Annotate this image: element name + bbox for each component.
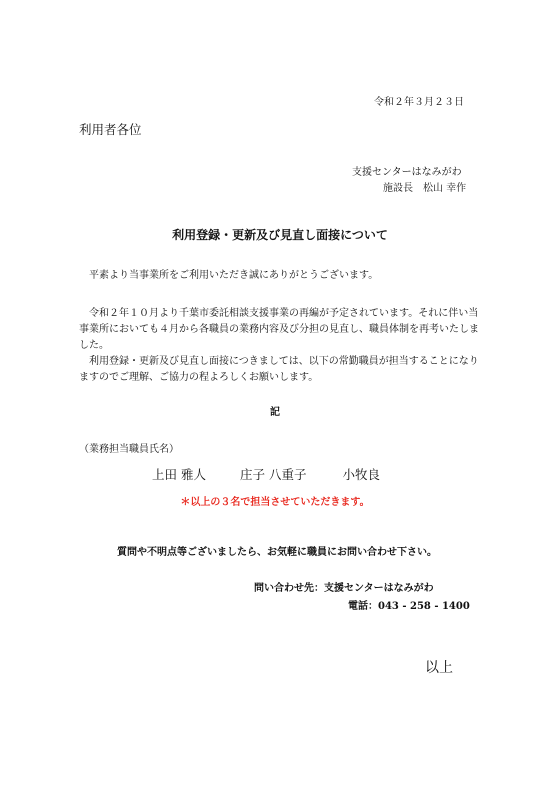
document-date: 令和２年３月２３日 (374, 97, 464, 108)
staff-name-2: 庄子 八重子 (239, 467, 307, 482)
closing-mark: 以上 (425, 660, 453, 676)
announcement-text: 令和２年１０月より千葉市委託相談支援事業の再編が予定されています。それに伴い当事業所においても４月から各職員の業務内容及び分担の見直し、職員体制を再考いたしました。 (79, 308, 479, 351)
staff-name-1: 上田 雅人 (152, 467, 206, 482)
request-block (79, 354, 479, 386)
greeting-text: 平素より当事業所をご利用いただき誠にありがとうございます。 (89, 270, 379, 281)
staff-names (152, 469, 380, 482)
phone-line: 電話：043 - 258 - 1400 (348, 601, 470, 612)
sender-organization: 支援センターはなみがわ (352, 167, 462, 178)
staff-label: （業務担当職員氏名） (79, 444, 179, 455)
contact-line: 問い合わせ先：支援センターはなみがわ (254, 583, 434, 594)
ki-heading: 記 (270, 407, 280, 418)
staff-note: ＊以上の３名で担当させていただきます。 (180, 497, 370, 508)
announcement-block (79, 306, 479, 354)
staff-name-3: 小牧良 (342, 467, 380, 482)
sender-name: 施設長 松山 幸作 (383, 183, 467, 194)
document-title: 利用登録・更新及び見直し面接について (172, 228, 388, 242)
announcement-paragraph (79, 306, 479, 386)
greeting-paragraph (79, 268, 479, 284)
addressee: 利用者各位 (79, 122, 142, 137)
request-text: 利用登録・更新及び見直し面接につきましては、以下の常勤職員が担当することになりますのでご理解、ご協力の程よろしくお願いします。 (79, 356, 479, 383)
inquiry-text: 質問や不明点等ございましたら、お気軽に職員にお問い合わせ下さい。 (117, 547, 437, 558)
